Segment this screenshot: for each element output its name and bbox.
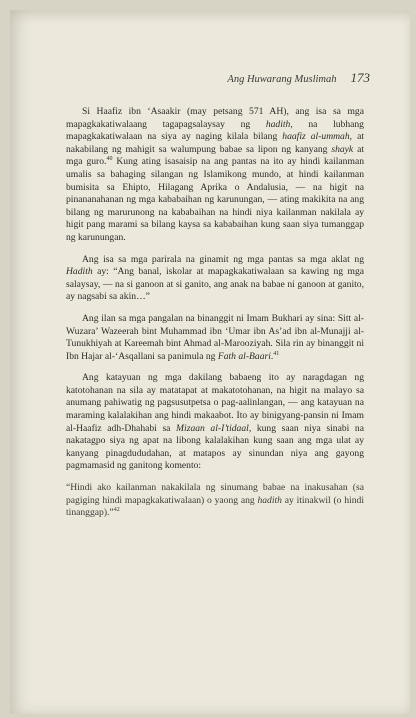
text-run: , kung saan niya sinabi na nakatagpo siya ng apat na libong kalalakihan kung saan ang mga ulat ay kanyang pinagdududahan, at matapos ay sinundan niya ang gayong pagmamasid ng ganitong komento: — [66, 422, 364, 472]
italic-term: Mizaan al-I’tidaal — [176, 422, 249, 434]
footnote-marker: 40 — [106, 156, 113, 163]
block-quote — [66, 482, 364, 520]
italic-term: shayk — [331, 143, 354, 155]
paragraph — [66, 254, 364, 304]
text-run: , na lubhang mapagkakatiwalaan na siya ay naging kilala bilang — [66, 118, 364, 143]
text-run: . — [270, 350, 274, 362]
text-run: Kung ating isasaisip na ang pantas na ito ay hindi kailanman umalis sa bahaging silangan ng Islamikong mundo, at hindi kailanman bumisita sa Ehipto, Hilagang Aprika o Andalusia, — na higit na pinananahanan ng mga kababaihan ng karunungan, — ating makikita na ang bilang ng marurunong na kababaihan na hindi niya kailanman nakilala ay higit pang marami sa bilang kaysa sa kababaihan kung saan siya tumanggap ng karunungan. — [66, 156, 364, 243]
page-number: 173 — [350, 70, 370, 85]
text-run: Ang katayuan ng mga dakilang babaeng ito ay naragdagan ng katotohanan na sila ay matatapat at makatotohanan, na higit na malayo sa anumang pahiwatig ng pagsusutpetsa o pag-aalinlangan, — ang katayuan na maraming kalalakihan ang hindi makaabot. Ito ay binigyang-pansin ni Imam al-Haafiz adh-Dhahabi sa — [66, 372, 364, 434]
text-run: Ang ilan sa mga pangalan na binanggit ni Imam Bukhari ay sina: Sitt al-Wuzara’ Wazeerah bint Muhammad ibn ‘Umar ibn As’ad ibn al-Munajji al-Tunukhiyah at Kareemah bint Ahmad al-Marooziyah. Sila rin ay binanggit ni Ibn Hajar al-‘Asqallani sa panimula ng — [66, 312, 364, 362]
italic-term: Hadith — [66, 266, 93, 278]
footnote-marker: 41 — [273, 350, 280, 357]
paragraph — [66, 313, 364, 363]
italic-term: haafiz al-ummah — [282, 131, 350, 143]
italic-term: hadith — [265, 118, 291, 130]
text-run: ay: “Ang banal, iskolar at mapagkakatiwalaan sa kawing ng mga salaysay, — na si ganoon at si ganito, ang anak na babae ni ganoon at ganito, ay nagsabi sa akin…” — [66, 266, 364, 303]
paragraph — [66, 106, 364, 245]
text-run: Ang isa sa mga parirala na ginamit ng mga pantas sa mga aklat ng — [82, 253, 364, 265]
running-header — [170, 70, 370, 88]
footnote-marker: 42 — [113, 507, 120, 514]
running-title: Ang Huwarang Muslimah — [227, 74, 337, 85]
italic-term: Fath al-Baari — [217, 350, 271, 362]
paragraph — [66, 372, 364, 473]
text-run: “Hindi ako kailanman nakakilala ng sinumang babae na inakusahan (sa pagiging hindi mapagkakatiwalaan) o yaong ang — [66, 482, 364, 506]
italic-term: hadith — [257, 494, 282, 506]
book-page — [10, 10, 410, 714]
text-run: ay itinakwil (o hindi tinanggap).” — [66, 494, 364, 519]
text-run: , at nakabilang ng mahigit sa walumpung babae sa lipon ng kanyang — [66, 131, 364, 155]
text-run: Si Haafiz ibn ‘Asaakir (may petsang 571 AH), ang isa sa mga mapagkakatiwalaang tagapagsalaysay ng — [66, 106, 364, 130]
body-text — [66, 106, 364, 529]
text-run: at mga guro. — [66, 143, 364, 168]
